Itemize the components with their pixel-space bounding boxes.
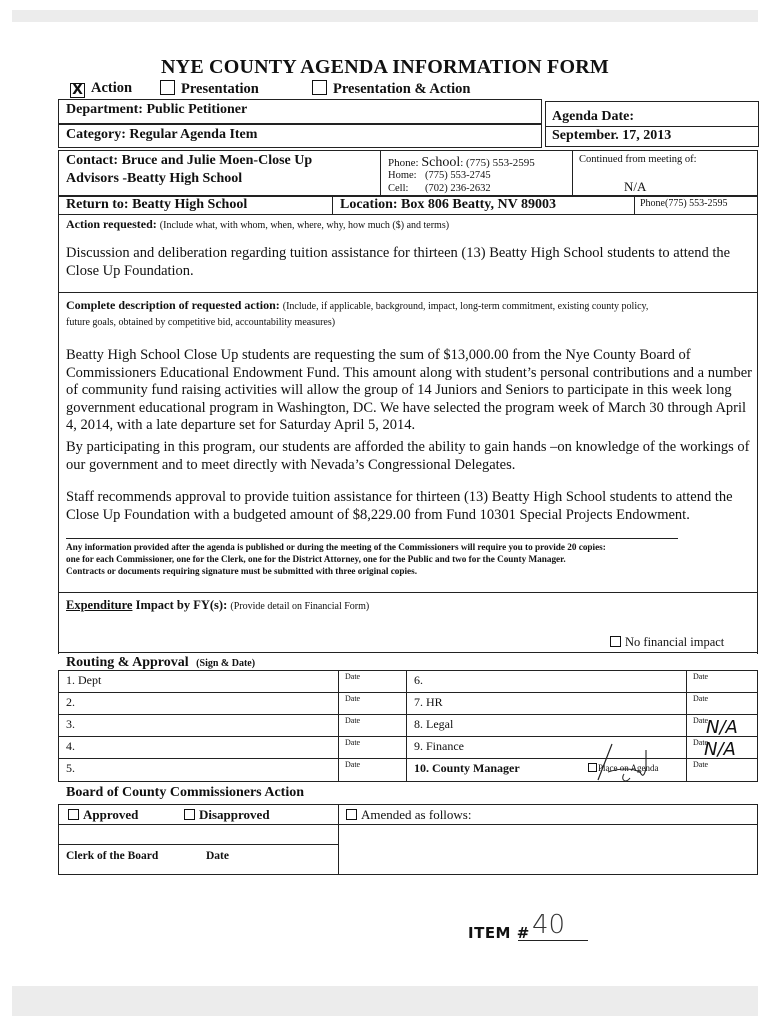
divider — [338, 805, 339, 874]
divider — [546, 126, 758, 127]
return-to: Return to: Beatty High School — [66, 197, 248, 212]
item-number-handwritten: 40 — [532, 910, 566, 940]
routing-date-label: Date — [345, 716, 361, 725]
divider — [380, 151, 381, 195]
empty-box-icon — [160, 80, 175, 95]
empty-box-icon — [346, 809, 357, 820]
expenditure-label: Expenditure — [66, 598, 133, 612]
agenda-date-value: September. 17, 2013 — [552, 128, 672, 143]
routing-right-6: 6. — [414, 673, 423, 687]
no-financial-impact-checkbox[interactable] — [610, 635, 724, 650]
frame-left — [58, 215, 59, 654]
routing-left-5: 5. — [66, 761, 75, 775]
action-requested-header — [66, 217, 449, 232]
cell-phone: (702) 236-2632 — [425, 183, 491, 194]
category: Category: Regular Agenda Item — [66, 127, 258, 142]
amended-checkbox[interactable] — [346, 807, 471, 823]
expenditure-hint: (Provide detail on Financial Form) — [230, 601, 370, 612]
divider — [406, 671, 407, 781]
phone-school — [388, 155, 535, 171]
routing-subtitle: (Sign & Date) — [196, 658, 256, 669]
divider — [338, 671, 339, 781]
contact-line2: Advisors -Beatty High School — [66, 171, 243, 186]
location: Location: Box 806 Beatty, NV 89003 — [340, 197, 556, 212]
description-hint-2: future goals, obtained by competitive bid, accountability measures) — [66, 317, 336, 328]
notice-line2: one for each Commissioner, one for the Clerk, one for the District Attorney, one for the Public and two for the County Manager. — [66, 554, 566, 564]
checkbox-presentation-action-label: Presentation & Action — [333, 81, 471, 97]
legal-na-handwritten: N/A — [706, 717, 738, 738]
continued-label: Continued from meeting of: — [579, 154, 697, 165]
agenda-date-label: Agenda Date: — [552, 109, 635, 124]
action-requested-text: Discussion and deliberation regarding tuition assistance for thirteen (13) Beatty High School students to attend the Close Up Foundation. — [66, 245, 731, 279]
routing-date-label: Date — [693, 694, 709, 703]
description-label: Complete description of requested action: — [66, 298, 280, 312]
divider — [572, 151, 573, 195]
divider — [59, 692, 757, 693]
checkbox-action-label: Action — [91, 80, 133, 96]
approved-checkbox[interactable] — [68, 807, 138, 823]
form-title: NYE COUNTY AGENDA INFORMATION FORM — [161, 56, 609, 78]
routing-title: Routing & Approval — [66, 655, 189, 670]
divider — [59, 714, 757, 715]
routing-date-label: Date — [345, 760, 361, 769]
place-on-agenda-label: Place on Agenda — [598, 763, 659, 773]
action-requested-hint: (Include what, with whom, when, where, why, how much ($) and terms) — [159, 220, 450, 231]
contact-line1: Contact: Bruce and Julie Moen-Close Up — [66, 153, 313, 168]
empty-box-icon — [312, 80, 327, 95]
clerk-label: Clerk of the Board — [66, 850, 159, 862]
checkbox-action[interactable] — [70, 80, 132, 98]
action-requested-label: Action requested: — [66, 217, 157, 231]
routing-date-label: Date — [345, 672, 361, 681]
empty-box-icon — [610, 636, 621, 647]
routing-left-4: 4. — [66, 739, 75, 753]
checkbox-presentation-action[interactable] — [312, 80, 470, 98]
divider — [59, 824, 757, 825]
routing-right-8: 8. Legal — [414, 717, 454, 731]
routing-left-2: 2. — [66, 695, 75, 709]
description-para-1: Beatty High School Close Up students are requesting the sum of $13,000.00 from the Nye County Board of Commissioners Educational Endowment Fund. This amount along with student’s personal contributions and a number of community fund raising activities will allow the group of 14 Juniors and Seniors to participate in this week long government educational program in Washington, DC. We have selected the program week of March 30 through April 4, 2014, with a late departure set for Saturday April 5, 2014. — [66, 347, 752, 433]
empty-box-icon — [184, 809, 195, 820]
notice — [66, 541, 756, 577]
empty-box-icon — [68, 809, 79, 820]
divider — [66, 538, 678, 539]
scan-top-band — [12, 10, 758, 22]
frame-right — [757, 215, 758, 654]
cell-label: Cell: — [388, 183, 409, 194]
divider — [58, 652, 758, 653]
board-title: Board of County Commissioners Action — [66, 785, 305, 800]
phone2: Phone(775) 553-2595 — [640, 198, 728, 209]
item-underline — [518, 940, 588, 941]
routing-date-label: Date — [345, 738, 361, 747]
notice-line3: Contracts or documents requiring signature must be submitted with three original copies. — [66, 566, 417, 576]
expenditure-header — [66, 598, 369, 613]
notice-line1: Any information provided after the agenda is published or during the meeting of the Commissioners will require you to provide 20 copies: — [66, 542, 606, 552]
description-header — [66, 298, 756, 330]
home-label: Home: — [388, 170, 417, 181]
routing-right-9: 9. Finance — [414, 739, 464, 753]
scan-bottom-band — [12, 986, 758, 1016]
disapproved-checkbox[interactable] — [184, 807, 270, 823]
description-para-2: By participating in this program, our students are afforded the ability to gain hands –on knowledge of the workings of our government and to meet directly with Nevada’s Congressional Delegates. — [66, 439, 750, 473]
routing-left-3: 3. — [66, 717, 75, 731]
routing-date-label: Date — [693, 716, 709, 725]
school-number: : (775) 553-2595 — [460, 157, 535, 169]
routing-right-7: 7. HR — [414, 695, 443, 709]
divider — [332, 197, 333, 214]
routing-header — [66, 655, 255, 671]
routing-date-label: Date — [345, 694, 361, 703]
checkbox-presentation[interactable] — [160, 80, 259, 98]
signature-scribble-icon — [580, 738, 690, 788]
checked-box-icon: X — [70, 83, 85, 98]
amended-label: Amended as follows: — [361, 807, 472, 822]
no-financial-impact-label: No financial impact — [625, 635, 725, 649]
item-label: ITEM # — [468, 924, 530, 942]
routing-date-label: Date — [693, 760, 709, 769]
routing-date-label: Date — [693, 738, 709, 747]
description-hint-1: (Include, if applicable, background, impact, long-term commitment, existing county policy, — [282, 301, 649, 312]
divider — [634, 197, 635, 214]
divider — [59, 844, 339, 845]
routing-left-1: 1. Dept — [66, 673, 102, 687]
routing-right-10: 10. County Manager — [414, 761, 520, 775]
department: Department: Public Petitioner — [66, 102, 248, 117]
divider — [58, 592, 758, 593]
home-phone: (775) 553-2745 — [425, 170, 491, 181]
clerk-date-label: Date — [206, 850, 229, 862]
disapproved-label: Disapproved — [199, 807, 270, 822]
divider — [58, 292, 758, 293]
approved-label: Approved — [83, 807, 139, 822]
finance-na-handwritten: N/A — [704, 739, 736, 760]
divider — [59, 736, 757, 737]
description-para-3: Staff recommends approval to provide tuition assistance for thirteen (13) Beatty High School students to attend the Close Up Foundation with a budgeted amount of $8,229.00 from Fund 10301 Special Projects Endowment. — [66, 489, 733, 523]
routing-date-label: Date — [693, 672, 709, 681]
continued-value: N/A — [624, 179, 647, 194]
checkbox-presentation-label: Presentation — [181, 81, 259, 97]
school-word: School — [421, 155, 461, 170]
phone-label: Phone: — [388, 157, 419, 169]
expenditure-label-rest: Impact by FY(s): — [132, 598, 228, 612]
